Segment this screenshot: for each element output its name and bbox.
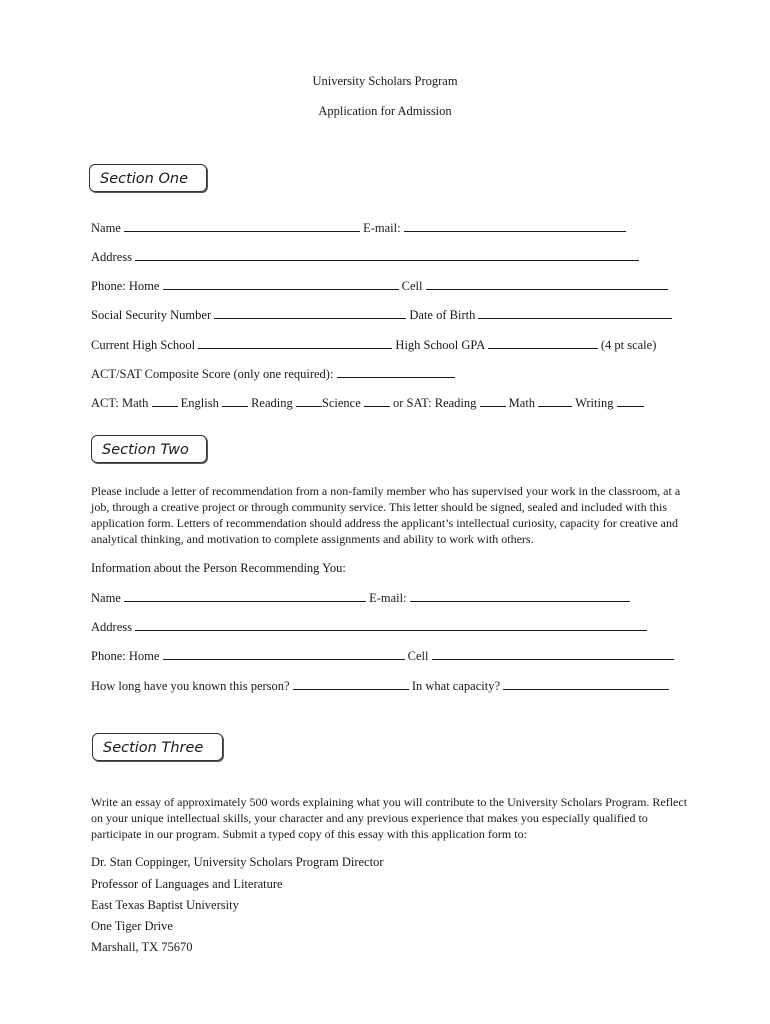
section-one-badge: Section One (89, 164, 207, 192)
address-field[interactable] (135, 249, 639, 261)
address-line-4: One Tiger Drive (91, 919, 173, 933)
recommender-name-row (91, 590, 630, 606)
sat-writing-field[interactable] (617, 395, 644, 407)
recommender-name-label: Name (91, 591, 121, 605)
act-reading-field[interactable] (296, 395, 322, 407)
sat-math-field[interactable] (538, 395, 572, 407)
recommender-cell-label: Cell (407, 649, 429, 663)
gpa-field[interactable] (488, 337, 598, 349)
composite-row (91, 366, 455, 382)
phone-home-label: Phone: Home (91, 279, 160, 293)
scores-row (91, 395, 644, 411)
recommender-phone-row (91, 648, 674, 664)
dob-label: Date of Birth (409, 308, 476, 322)
applicant-phone-row (91, 278, 668, 294)
capacity-label: In what capacity? (411, 679, 500, 693)
how-long-field[interactable] (293, 678, 409, 690)
act-english-label: English (180, 396, 219, 410)
cell-label: Cell (401, 279, 423, 293)
recommender-duration-row (91, 678, 669, 694)
email-label: E-mail: (363, 221, 401, 235)
sat-reading-field[interactable] (480, 395, 506, 407)
sat-writing-label: Writing (575, 396, 614, 410)
section-three-badge: Section Three (92, 733, 223, 761)
ssn-field[interactable] (214, 307, 406, 319)
composite-field[interactable] (337, 366, 455, 378)
section-two-badge: Section Two (91, 435, 207, 463)
recommender-phone-home-field[interactable] (163, 648, 405, 660)
email-field[interactable] (404, 220, 626, 232)
application-subtitle: Application for Admission (318, 104, 452, 118)
name-label: Name (91, 221, 121, 235)
sat-reading-label: or SAT: Reading (393, 396, 477, 410)
address-line-2: Professor of Languages and Literature (91, 877, 283, 891)
school-row (91, 337, 656, 353)
ssn-label: Social Security Number (91, 308, 212, 322)
composite-label: ACT/SAT Composite Score (only one required): (91, 367, 334, 381)
act-math-field[interactable] (152, 395, 178, 407)
cell-field[interactable] (426, 278, 668, 290)
recommender-info-label: Information about the Person Recommending You: (91, 561, 346, 575)
applicant-address-row (91, 249, 639, 265)
recommender-phone-home-label: Phone: Home (91, 649, 160, 663)
sat-math-label: Math (508, 396, 536, 410)
recommender-address-row (91, 619, 647, 635)
act-science-label: Science (321, 396, 361, 410)
capacity-field[interactable] (503, 678, 669, 690)
address-line-1: Dr. Stan Coppinger, University Scholars Program Director (91, 855, 384, 869)
recommender-email-label: E-mail: (369, 591, 407, 605)
address-line-3: East Texas Baptist University (91, 898, 239, 912)
program-title: University Scholars Program (312, 74, 458, 88)
gpa-label: High School GPA (395, 338, 485, 352)
essay-paragraph: Write an essay of approximately 500 words explaining what you will contribute to the University Scholars Program. Reflect on your unique intellectual skills, your character and any previous experience that makes you especially qualified to participate in our program. Submit a typed copy of this essay with this application form to: (91, 795, 688, 841)
ssn-row (91, 307, 672, 323)
gpa-scale: (4 pt scale) (600, 338, 657, 352)
school-label: Current High School (91, 338, 196, 352)
recommender-address-field[interactable] (135, 619, 647, 631)
recommendation-paragraph: Please include a letter of recommendation from a non-family member who has supervised your work in the classroom, at a job, through a creative project or through community service. This letter should be signed, sealed and included with this application form. Letters of recommendation should address the applicant’s intellectual curiosity, capacity for creative and analytical thinking, and motivation to complete assignments and ability to work with others. (91, 484, 681, 546)
recommender-cell-field[interactable] (432, 648, 674, 660)
address-line-5: Marshall, TX 75670 (91, 940, 193, 954)
act-math-label: ACT: Math (91, 396, 149, 410)
recommender-address-label: Address (91, 620, 132, 634)
act-english-field[interactable] (222, 395, 248, 407)
recommender-name-field[interactable] (124, 590, 366, 602)
address-label: Address (91, 250, 132, 264)
applicant-name-row (91, 220, 626, 236)
dob-field[interactable] (478, 307, 672, 319)
name-field[interactable] (124, 220, 360, 232)
phone-home-field[interactable] (163, 278, 399, 290)
how-long-label: How long have you known this person? (91, 679, 290, 693)
act-science-field[interactable] (364, 395, 390, 407)
recommender-email-field[interactable] (410, 590, 630, 602)
school-field[interactable] (198, 337, 392, 349)
act-reading-label: Reading (251, 396, 293, 410)
